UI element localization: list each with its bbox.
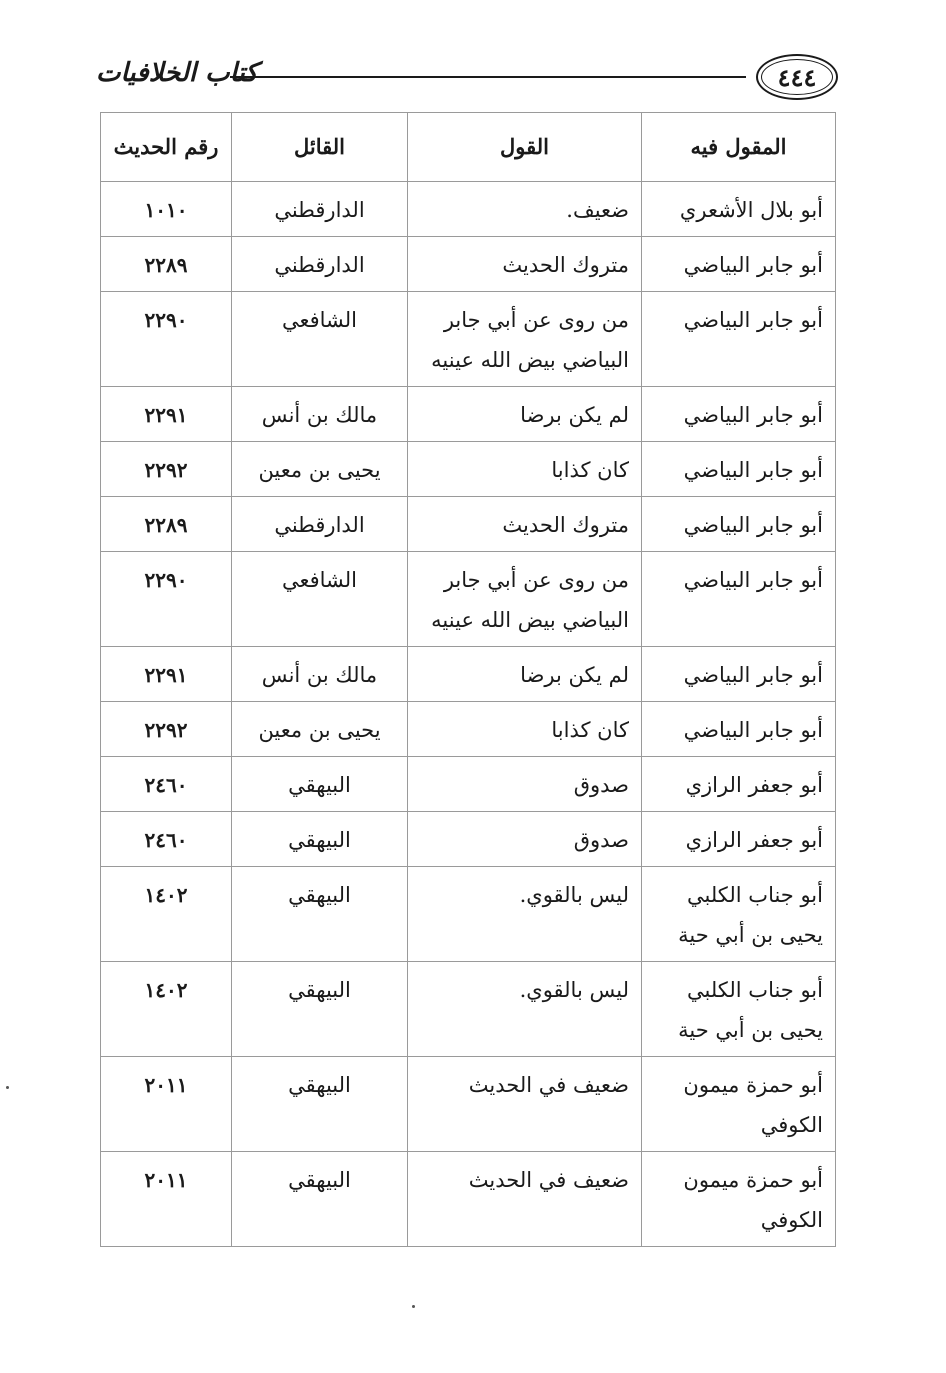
cell-number: ٢٢٩٢ [101, 442, 232, 497]
cell-saying: ضعيف في الحديث [408, 1057, 642, 1152]
cell-subject: أبو جابر البياضي [642, 647, 836, 702]
column-header-sayer: القائل [232, 113, 408, 182]
cell-number: ١٤٠٢ [101, 867, 232, 962]
scan-speck [6, 1086, 9, 1089]
cell-number: ٢٢٨٩ [101, 497, 232, 552]
cell-sayer: يحيى بن معين [232, 702, 408, 757]
cell-sayer: البيهقي [232, 1057, 408, 1152]
cell-subject: أبو حمزة ميمون الكوفي [642, 1152, 836, 1247]
cell-subject: أبو جعفر الرازي [642, 757, 836, 812]
cell-number: ٢٢٩٠ [101, 552, 232, 647]
header-rule [230, 76, 746, 78]
cell-subject: أبو جعفر الرازي [642, 812, 836, 867]
cell-subject: أبو جابر البياضي [642, 702, 836, 757]
cell-subject: أبو حمزة ميمون الكوفي [642, 1057, 836, 1152]
narrators-table-wrapper [100, 112, 835, 1247]
cell-subject: أبو جابر البياضي [642, 292, 836, 387]
cell-saying: لم يكن برضا [408, 647, 642, 702]
cell-number: ٢٠١١ [101, 1152, 232, 1247]
cell-sayer: يحيى بن معين [232, 442, 408, 497]
table-row [101, 552, 836, 647]
cell-saying: ليس بالقوي. [408, 962, 642, 1057]
cell-saying: ليس بالقوي. [408, 867, 642, 962]
table-body [101, 182, 836, 1247]
cell-subject: أبو جابر البياضي [642, 552, 836, 647]
cell-subject: أبو جناب الكلبي يحيى بن أبي حية [642, 867, 836, 962]
cell-saying: صدوق [408, 812, 642, 867]
cell-number: ١٤٠٢ [101, 962, 232, 1057]
table-header-row [101, 113, 836, 182]
cell-number: ٢٢٩١ [101, 387, 232, 442]
cell-saying: من روى عن أبي جابر البياضي بيض الله عينيه [408, 292, 642, 387]
book-title: كتاب الخلافيات [96, 58, 258, 88]
cell-sayer: مالك بن أنس [232, 647, 408, 702]
cell-number: ٢٢٩٢ [101, 702, 232, 757]
table-row [101, 182, 836, 237]
page-number-badge: ٤٤٤ [756, 54, 838, 100]
table-row [101, 1057, 836, 1152]
table-row [101, 867, 836, 962]
scan-speck [412, 1305, 415, 1308]
cell-number: ٢٢٨٩ [101, 237, 232, 292]
table-row [101, 702, 836, 757]
table-row [101, 442, 836, 497]
table-row [101, 387, 836, 442]
page-header [96, 52, 838, 104]
cell-subject: أبو جناب الكلبي يحيى بن أبي حية [642, 962, 836, 1057]
cell-sayer: البيهقي [232, 867, 408, 962]
table-row [101, 812, 836, 867]
table-row [101, 1152, 836, 1247]
cell-subject: أبو جابر البياضي [642, 497, 836, 552]
table-row [101, 237, 836, 292]
cell-sayer: الدارقطني [232, 237, 408, 292]
cell-subject: أبو جابر البياضي [642, 387, 836, 442]
cell-number: ٢٤٦٠ [101, 757, 232, 812]
cell-sayer: الشافعي [232, 552, 408, 647]
column-header-saying: القول [408, 113, 642, 182]
cell-number: ١٠١٠ [101, 182, 232, 237]
table-row [101, 647, 836, 702]
cell-sayer: البيهقي [232, 757, 408, 812]
column-header-number: رقم الحديث [101, 113, 232, 182]
cell-saying: لم يكن برضا [408, 387, 642, 442]
cell-sayer: البيهقي [232, 1152, 408, 1247]
cell-saying: كان كذابا [408, 442, 642, 497]
cell-saying: ضعيف. [408, 182, 642, 237]
cell-sayer: البيهقي [232, 962, 408, 1057]
cell-subject: أبو جابر البياضي [642, 237, 836, 292]
cell-saying: صدوق [408, 757, 642, 812]
cell-subject: أبو بلال الأشعري [642, 182, 836, 237]
cell-sayer: الدارقطني [232, 182, 408, 237]
cell-saying: من روى عن أبي جابر البياضي بيض الله عينيه [408, 552, 642, 647]
cell-subject: أبو جابر البياضي [642, 442, 836, 497]
narrators-table [100, 112, 836, 1247]
cell-saying: متروك الحديث [408, 497, 642, 552]
cell-saying: متروك الحديث [408, 237, 642, 292]
cell-saying: ضعيف في الحديث [408, 1152, 642, 1247]
cell-number: ٢٢٩١ [101, 647, 232, 702]
cell-sayer: مالك بن أنس [232, 387, 408, 442]
column-header-subject: المقول فيه [642, 113, 836, 182]
table-row [101, 962, 836, 1057]
cell-saying: كان كذابا [408, 702, 642, 757]
cell-number: ٢٠١١ [101, 1057, 232, 1152]
table-row [101, 292, 836, 387]
cell-sayer: البيهقي [232, 812, 408, 867]
cell-number: ٢٢٩٠ [101, 292, 232, 387]
table-row [101, 757, 836, 812]
cell-sayer: الدارقطني [232, 497, 408, 552]
table-row [101, 497, 836, 552]
cell-sayer: الشافعي [232, 292, 408, 387]
cell-number: ٢٤٦٠ [101, 812, 232, 867]
